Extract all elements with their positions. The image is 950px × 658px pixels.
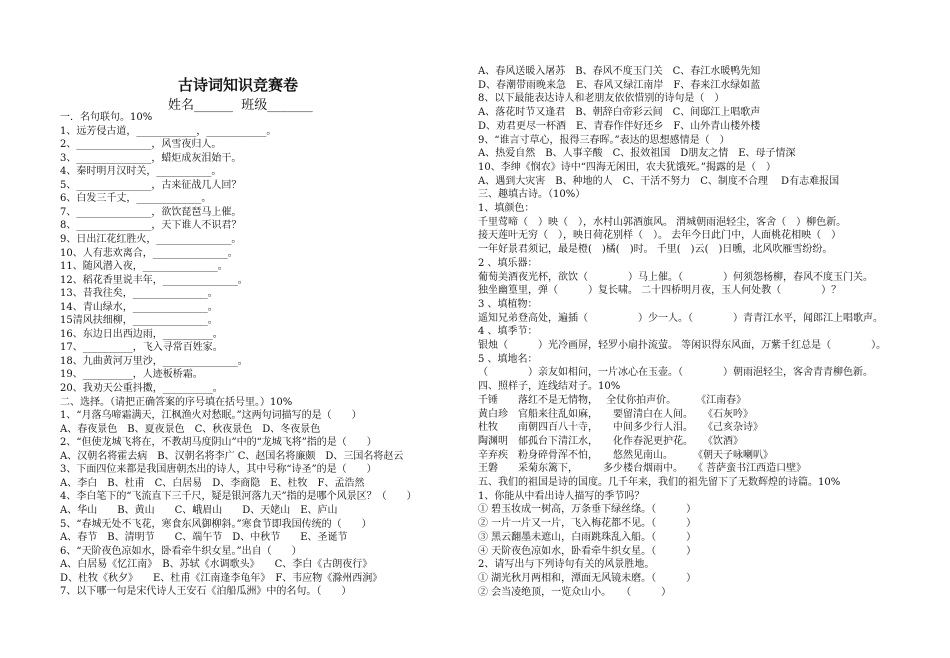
question-line: ① 湖光秋月两相和，潭面无风镜未磨。（ ）	[478, 572, 697, 584]
question-line: 9、日出江花红胜火，_______________。	[60, 233, 242, 245]
question-line: A、春夜景色 B、夏夜景色 C、秋夜景色 D、冬夜景色	[60, 423, 321, 435]
question-line: 1、远芳侵古道，____________，____________。	[60, 125, 277, 137]
question-line: 2、_______________，风雪夜归人。	[60, 139, 222, 151]
question-line: 二、选择。（请把正确答案的序号填在括号里。）10%	[60, 396, 293, 408]
question-line: 12、稻花香里说丰年，_______________。	[60, 274, 248, 286]
question-line: 16、东边日出西边雨，__________。	[60, 328, 223, 340]
question-line: 3、_______________，蜡炬成灰泪始干。	[60, 152, 242, 164]
name-class-line: 姓名______ 班级_______	[168, 98, 313, 113]
question-line: A、落花时节又逢君 B、朝辞白帝彩云间 C、间邸江上唱歌声	[478, 107, 761, 119]
question-line: 6、白发三千丈，_____________。	[60, 193, 212, 205]
question-line: 一．名句联句。10%	[60, 112, 153, 123]
question-line: 陶渊明 郁孤台下清江水， 化作春泥更护花。 《饮酒》	[478, 435, 743, 447]
question-line: 1、你能从中看出诗人描写的季节吗？	[478, 490, 645, 502]
question-line: 1、“月落乌啼霜满天，江枫渔火对愁眠。”这两句词描写的是（ ）	[60, 410, 362, 422]
question-line: A、汉朝名将霍去病 B、汉朝名将李广 C、赵国名将廉颇 D、三国名将赵云	[60, 450, 404, 462]
question-line: A、遇到大灾害 B、种地的人 C、干活不努力 C、制度不合理 D有志难报国	[478, 175, 840, 187]
question-line: 17、__________，飞入寻常百姓家。	[60, 342, 223, 354]
question-line: 11、随风潜入夜，_______________。	[60, 261, 228, 273]
question-line: A、春风送暖入屠苏 B、春风不度玉门关 C、春江水暖鸭先知	[478, 66, 761, 77]
question-line: 3、下面四位来都是我国唐朝杰出的诗人，其中号称“诗圣”的是（ ）	[60, 464, 377, 476]
question-line: 杜牧 南朝四百八十寺， 中间多少行人泪。 《己亥杂诗》	[478, 422, 763, 434]
question-line: 一年好景君须记，最是橙( )橘( )时。 千里( )云( )日曛，北风吹雁雪纷纷。	[478, 244, 833, 256]
question-line: A、华山 B、黄山 C、峨眉山 D、天姥山 E、庐山	[60, 504, 338, 516]
question-line: 千锤 落红不是无情物， 全仗你拍声价。 《江南春》	[478, 394, 747, 406]
question-line: 黄白珍 官船来往乱如麻， 要留清白在人间。 《石灰吟》	[478, 408, 753, 420]
question-line: 五、我们的祖国是诗的国度。几千年来，我们的祖先留下了无数辉煌的诗篇。10%	[478, 477, 841, 488]
question-line: 千里莺啼（ ）映（ ），水村山郭酒旗风。 渭城朝雨浥轻尘，客舍（ ）柳色新。	[478, 216, 847, 228]
question-line: 银烛（ ）光冷画屏，轻罗小扇扑流萤。 等闲识得东风面，万紫千红总是（ ）。	[478, 340, 887, 351]
question-line: 10、人有悲欢离合，_______________。	[60, 247, 238, 259]
question-line: 遥知兄弟登高处，遍插（ ）少一人。（ ）青青江水平，闻郎江上唱歌声。	[478, 312, 883, 324]
question-line: A、热爱自然 B、人事辛酸 C、报效祖国 D朋友之情 E、母子情深	[478, 148, 796, 160]
question-line: 7、以下哪一句是宋代诗人王安石《泊船瓜洲》中的名句。（ ）	[60, 586, 352, 598]
question-line: 2、“但使龙城飞将在，不教胡马度阴山”中的“龙城飞将”指的是（ ）	[60, 437, 377, 449]
question-line: 王磐 采菊东篱下， 多少楼台烟雨中。 《 菩萨蛮书江西造口壁》	[478, 463, 807, 475]
question-line: 辛弃疾 粉身碎骨浑不怕， 悠然见南山。 《朝天子咏喇叭》	[478, 449, 773, 461]
question-line: 接天莲叶无穷（ ），映日荷花别样（ ）。 去年今日此门中，人面桃花相映（ ）	[478, 230, 842, 242]
question-line: 2、请写出与下列诗句有关的风景胜地。	[478, 559, 655, 571]
question-line: 独坐幽篁里，弹（ ）复长啸。 二十四桥明月夜，玉人何处教（ ）？	[478, 285, 842, 297]
question-line: 5 、填地名：	[478, 353, 538, 365]
question-line: ① 碧玉妆成一树高，万条垂下绿丝绦。（ ）	[478, 504, 697, 516]
question-line: 8、_______________，天下谁人不识君？	[60, 220, 242, 232]
question-line: 2 、填乐器：	[478, 257, 538, 269]
question-line: 18、九曲黄河万里沙，_______________。	[60, 355, 248, 367]
question-line: 6、“天阶夜色凉如水，卧看牵牛织女星。”出自（ ）	[60, 545, 302, 557]
question-line: A、李白 B、杜甫 C、白居易 D、李商隐 E、杜牧 F、孟浩然	[60, 477, 365, 489]
question-line: 5、“春城无处不飞花，寒食东风御柳斜。”寒食节即我国传统的（ ）	[60, 518, 372, 530]
question-line: A、白居易《忆江南》 B、苏轼《水调歌头》 C、李白《古朗夜行》	[60, 559, 373, 571]
question-line: 1、填颜色：	[478, 203, 535, 214]
question-line: ② 一片一片又一片，飞入梅花都不见。（ ）	[478, 518, 697, 530]
page-title: 古诗词知识竞赛卷	[178, 76, 299, 94]
question-line: （ ）亲友如相问，一片冰心在玉壶。（ ）朝雨浥轻尘，客舍青青柳色新。	[478, 367, 873, 379]
question-line: A、春节 B、清明节 C、端午节 D、中秋节 E、圣诞节	[60, 532, 348, 544]
question-line: D、劝君更尽一杯酒 E、青春作伴好还乡 F、山外青山楼外楼	[478, 120, 761, 132]
question-line: 8、以下最能表达诗人和老朋友依依惜别的诗句是（ ）	[478, 93, 725, 105]
question-line: ③ 黑云翻墨未遮山，白雨跳珠乱入船。（ ）	[478, 531, 697, 543]
question-line: D、杜牧《秋夕》 E、杜甫《江南逢李龟年》 F、韦应物《滁州西涧》	[60, 572, 383, 584]
question-line: 10、李绅《悯农》诗中“四海无闲田，农夫犹饿死。”揭露的是（ ）	[478, 161, 776, 173]
question-line: 15清风扶细柳，_______________。	[60, 315, 218, 327]
question-line: 5、_______________，古来征战几人回？	[60, 179, 242, 191]
question-line: 14、青山绿水，_______________。	[60, 301, 218, 313]
question-line: 三、趣填古诗。（10%）	[478, 189, 586, 201]
question-line: D、春潮带雨晚来急 E、春风又绿江南岸 F、春来江水绿如蓝	[478, 79, 761, 91]
question-line: ② 会当凌绝顶，一览众山小。 （ ）	[478, 586, 672, 598]
question-line: 7、_______________，欲饮琵琶马上催。	[60, 206, 242, 218]
question-line: 4 、填季节：	[478, 326, 538, 338]
question-line: 13、昔我往矣，_______________。	[60, 288, 218, 300]
question-line: 四、照样子，连线结对子。10%	[478, 381, 621, 393]
question-line: 9、“谁言寸草心，报得三春晖。”表达的思想感情是（ ）	[478, 134, 730, 146]
question-line: 3 、填植物：	[478, 298, 538, 310]
question-line: 20、我劝天公重抖擞，__________。	[60, 383, 223, 394]
question-line: 19、__________，人迹板桥霜。	[60, 369, 203, 381]
question-line: 4、李白笔下的“飞流直下三千尺，疑是银河落九天”指的是哪个风景区？（ ）	[60, 491, 417, 503]
question-line: 4、秦时明月汉时关，___________。	[60, 166, 222, 178]
question-line: 葡萄美酒夜光杯，欲饮（ ）马上催。（ ）何须怨杨柳，春风不度玉门关。	[478, 271, 873, 283]
question-line: ④ 天阶夜色凉如水，卧看牵牛织女星。（ ）	[478, 545, 697, 557]
